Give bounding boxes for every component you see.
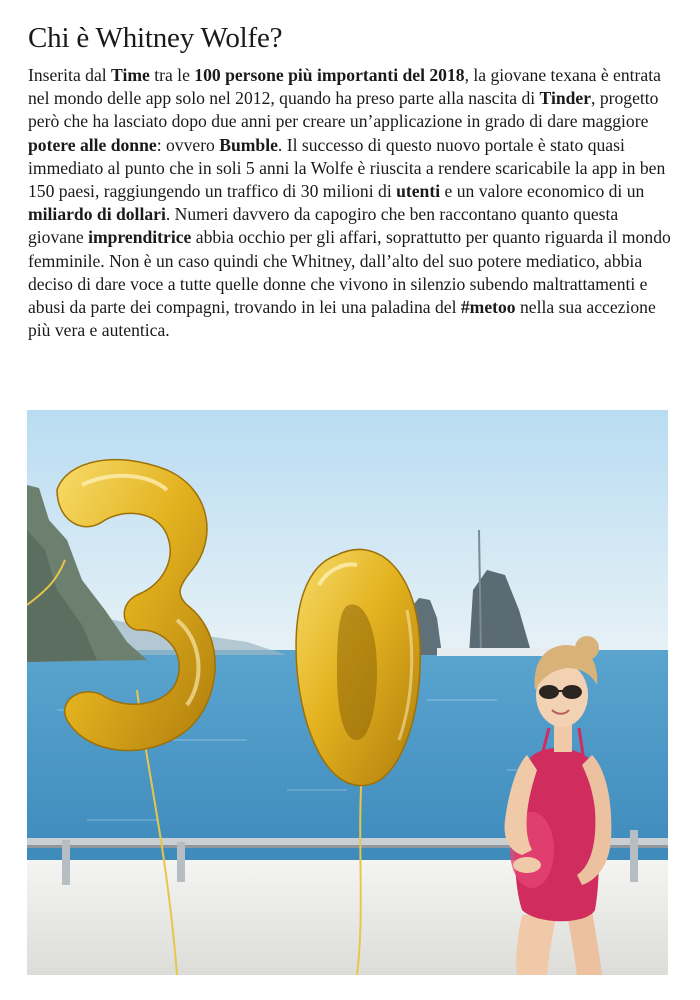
text-run: tra le — [149, 65, 195, 85]
bold-phrase: #metoo — [460, 297, 516, 318]
text-run: Inserita dal — [28, 65, 112, 85]
boat-hull — [437, 648, 557, 656]
article-body — [28, 64, 673, 342]
bold-phrase: utenti — [396, 181, 441, 202]
bold-phrase: Tinder — [539, 88, 592, 109]
bold-phrase: potere alle donne — [28, 134, 157, 155]
bold-phrase: 100 persone più importanti del 2018 — [194, 65, 465, 85]
railing-post — [62, 840, 70, 885]
bold-phrase: imprenditrice — [88, 227, 192, 248]
article-heading: Chi è Whitney Wolfe? — [28, 22, 283, 54]
text-run: . Il successo di questo nuovo portale è stato quasi immediato al punto che in soli 5 anni la Wolfe è riuscita a rendere scaricabile la app in ben 150 paesi, raggiungendo un traffico di 30 milioni di — [28, 134, 666, 202]
text-run: e un valore economico di un — [440, 181, 645, 202]
text-run: : ovvero — [156, 134, 220, 155]
text-run: , la giovane texana è entrata nel mondo delle app solo nel 2012, quando ha preso parte alla nascita di — [28, 65, 661, 109]
article-photo — [27, 410, 668, 975]
text-run: abbia occhio per gli affari, soprattutto per quanto riguarda il mondo femminile. Non è un caso quindi che Whitney, dall’alto del suo potere mediatico, abbia deciso di dare voce a tutte quelle donne che vivono in silenzio subendo maltrattamenti e abusi da parte dei compagni, trovando in lei una paladina del — [28, 227, 671, 318]
bold-phrase: Time — [111, 65, 150, 85]
bold-phrase: Bumble — [219, 134, 278, 155]
bold-phrase: miliardo di dollari — [28, 204, 166, 225]
text-run: . Numeri davvero da capogiro che ben raccontano quanto questa giovane — [28, 204, 619, 248]
text-run: , progetto però che ha lasciato dopo due anni per creare un’applicazione in grado di dare maggiore — [28, 88, 659, 132]
text-run: nella sua accezione più vera e autentica. — [28, 297, 656, 341]
